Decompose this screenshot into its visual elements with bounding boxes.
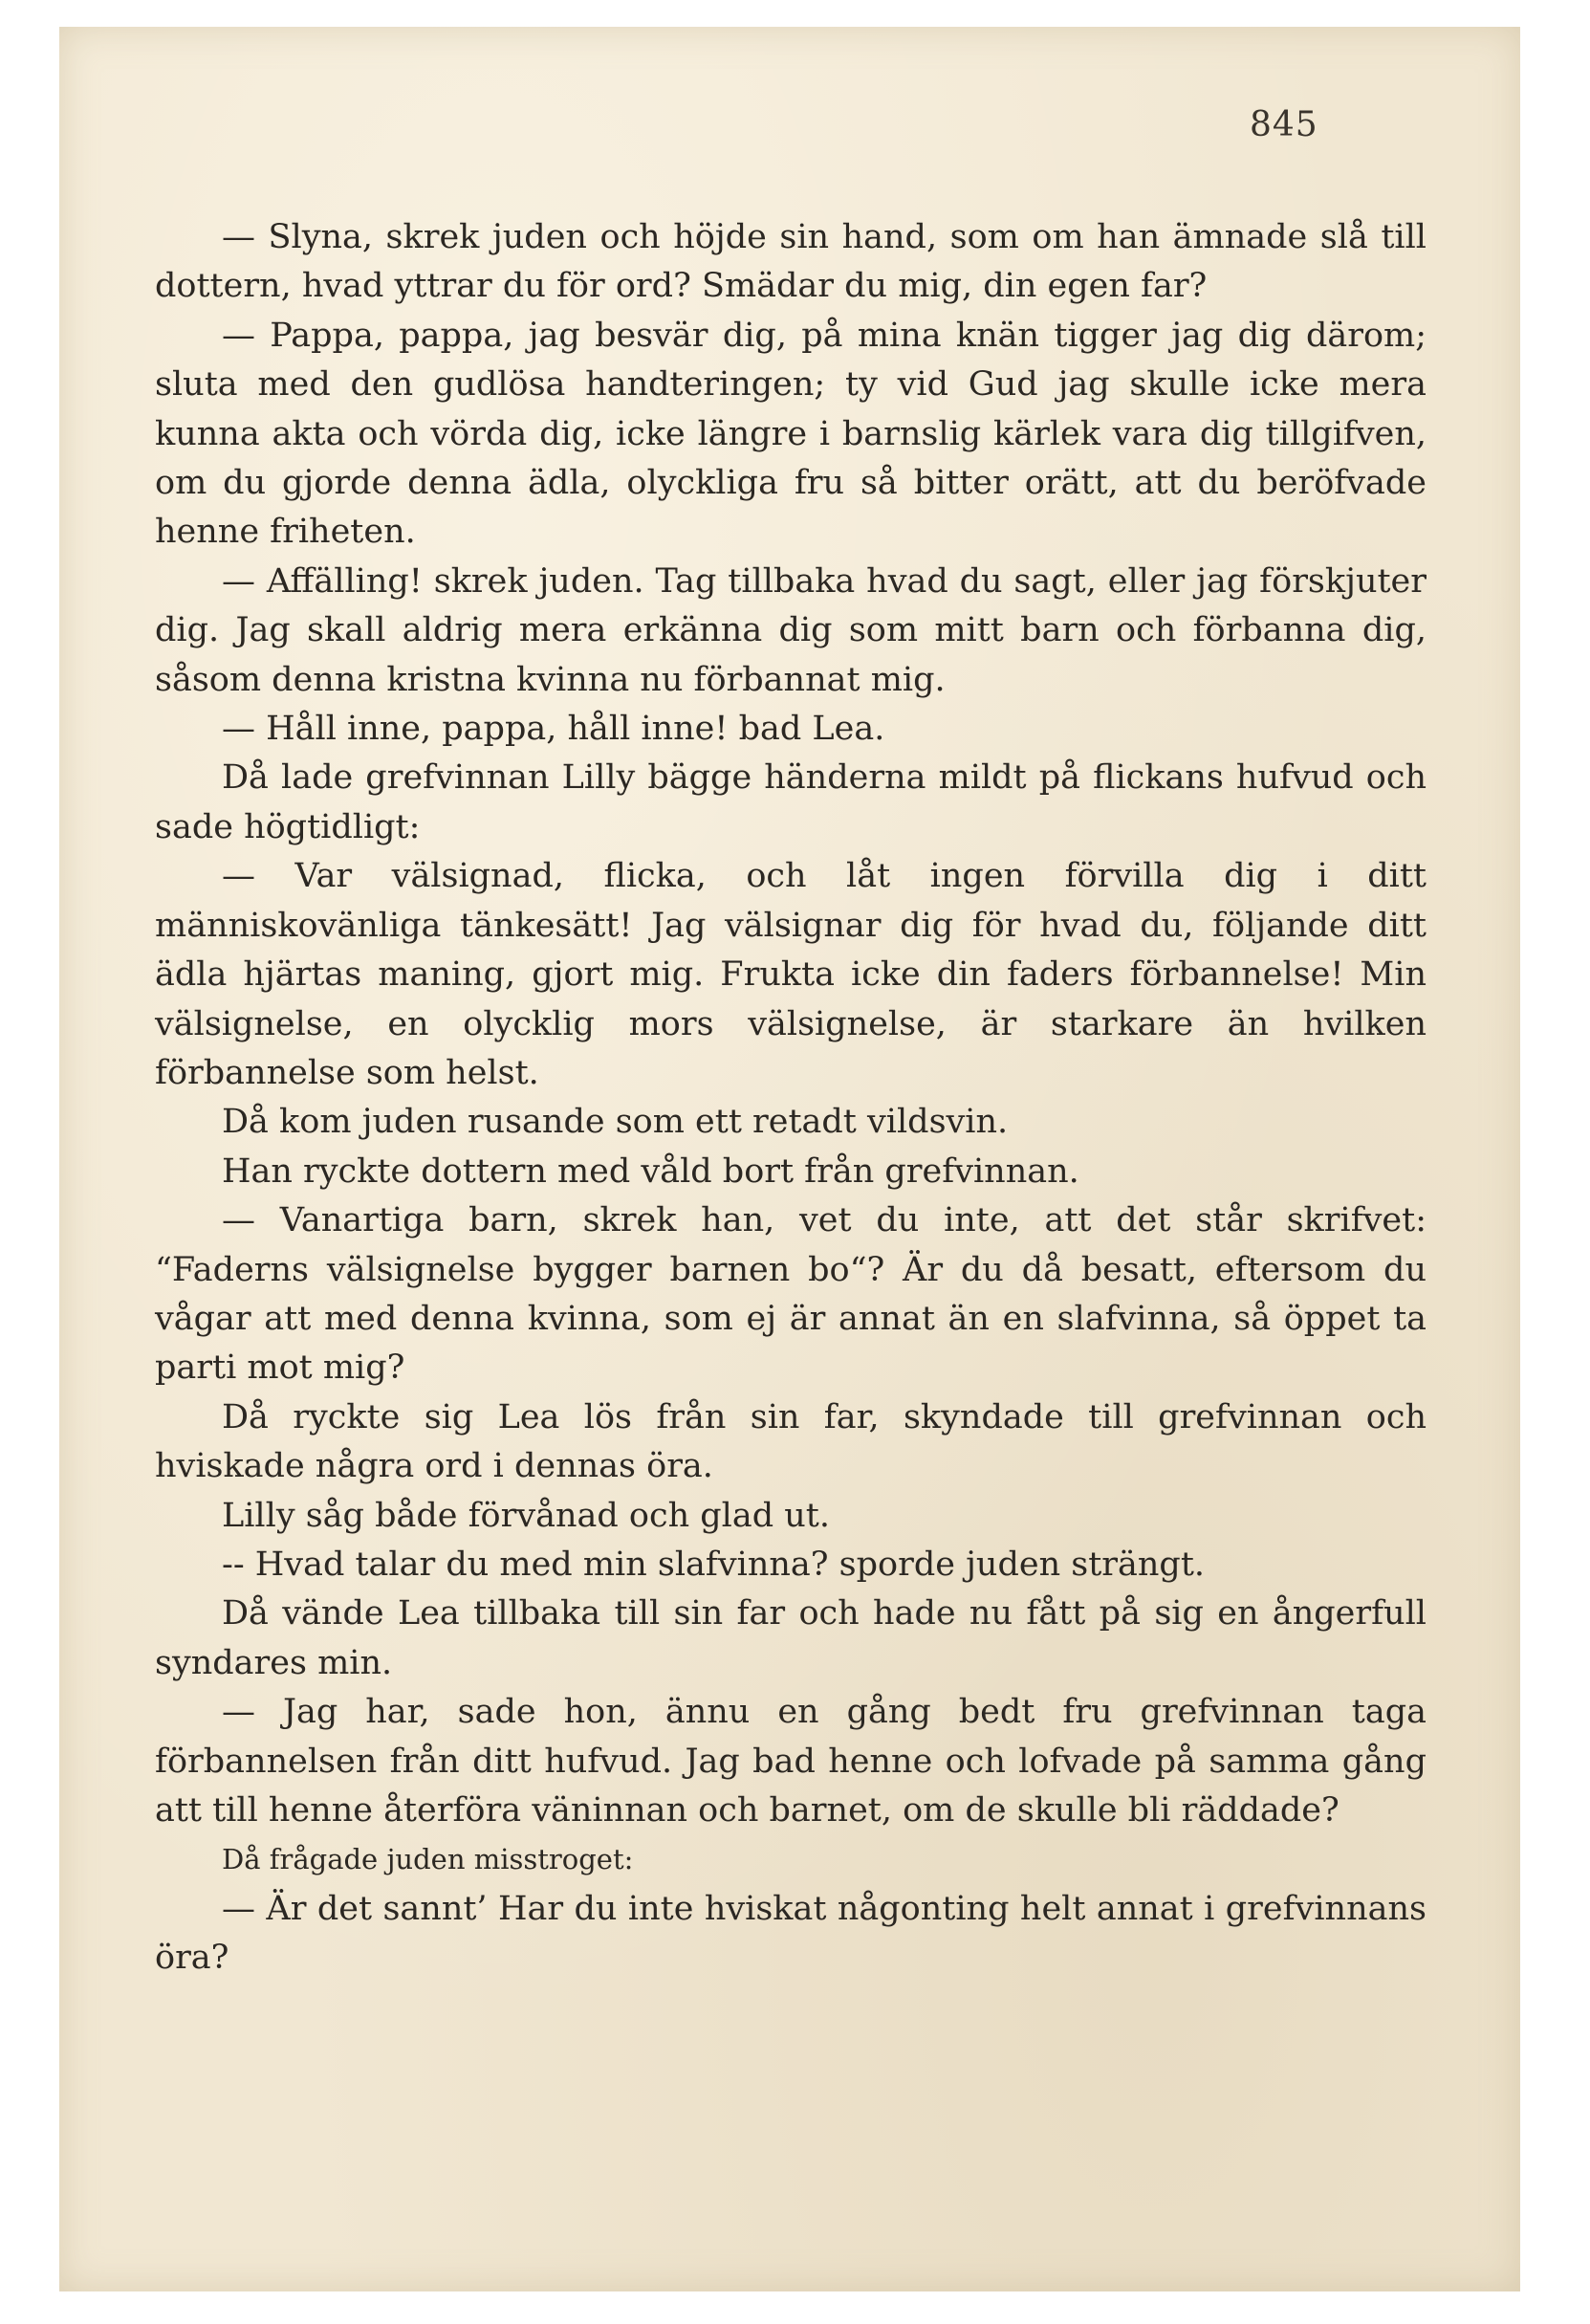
paragraph-1: — Slyna, skrek juden och höjde sin hand, som om han ämnade slå till dottern, hvad yttrar du för ord? Smädar du mig, din egen far? [155,218,1427,306]
body-text [155,213,1427,1984]
paragraph-11: Lilly såg både förvånad och glad ut. [222,1496,830,1535]
paragraph-16: — Är det sannt’ Har du inte hviskat någonting helt annat i grefvinnans öra? [155,1889,1427,1978]
paragraph-10: Då ryckte sig Lea lös från sin far, skyndade till grefvinnan och hviskade några ord i dennas öra. [155,1397,1427,1486]
paragraph-9: — Vanartiga barn, skrek han, vet du inte, att det står skrifvet: “Faderns välsignelse bygger barnen bo“? Är du då besatt, eftersom du vågar att med denna kvinna, som ej är annat än en slafvinna, så öppet ta parti mot mig? [155,1201,1427,1388]
paragraph-3: — Affälling! skrek juden. Tag tillbaka hvad du sagt, eller jag förskjuter dig. Jag skall aldrig mera erkänna dig som mitt barn och förbanna dig, såsom denna kristna kvinna nu förbannat mig. [155,561,1427,699]
paragraph-13: Då vände Lea tillbaka till sin far och hade nu fått på sig en ångerfull syndares min. [155,1594,1427,1682]
paragraph-12: -- Hvad talar du med min slafvinna? sporde juden strängt. [222,1545,1206,1584]
paragraph-4: — Håll inne, pappa, håll inne! bad Lea. [222,710,885,749]
paragraph-14: — Jag har, sade hon, ännu en gång bedt fru grefvinnan taga förbannelsen från ditt hufvud. Jag bad henne och lofvade på samma gång att till henne återföra väninnan och barnet, om de skulle bli räddade? [155,1693,1427,1830]
page-number: 845 [1250,105,1318,144]
paragraph-8: Han ryckte dottern med våld bort från grefvinnan. [222,1151,1079,1191]
paragraph-2: — Pappa, pappa, jag besvär dig, på mina knän tigger jag dig därom; sluta med den gudlösa handteringen; ty vid Gud jag skulle icke mera kunna akta och vörda dig, icke längre i barnslig kärlek vara dig tillgifven, om du gjorde denna ädla, olyckliga fru så bitter orätt, att du beröfvade henne friheten. [155,316,1427,552]
book-page [59,27,1520,2291]
paragraph-5: Då lade grefvinnan Lilly bägge händerna mildt på flickans hufvud och sade högtidligt: [155,758,1427,846]
paragraph-15: Då frågade juden misstroget: [222,1843,634,1876]
paragraph-6: — Var välsignad, flicka, och låt ingen förvilla dig i ditt människovänliga tänkesätt! Jag välsignar dig för hvad du, följande ditt ädla hjärtas maning, gjort mig. Frukta icke din faders förbannelse! Min välsignelse, en olycklig mors välsignelse, är starkare än hvilken förbannelse som helst. [155,857,1427,1092]
paragraph-7: Då kom juden rusande som ett retadt vildsvin. [222,1103,1009,1142]
